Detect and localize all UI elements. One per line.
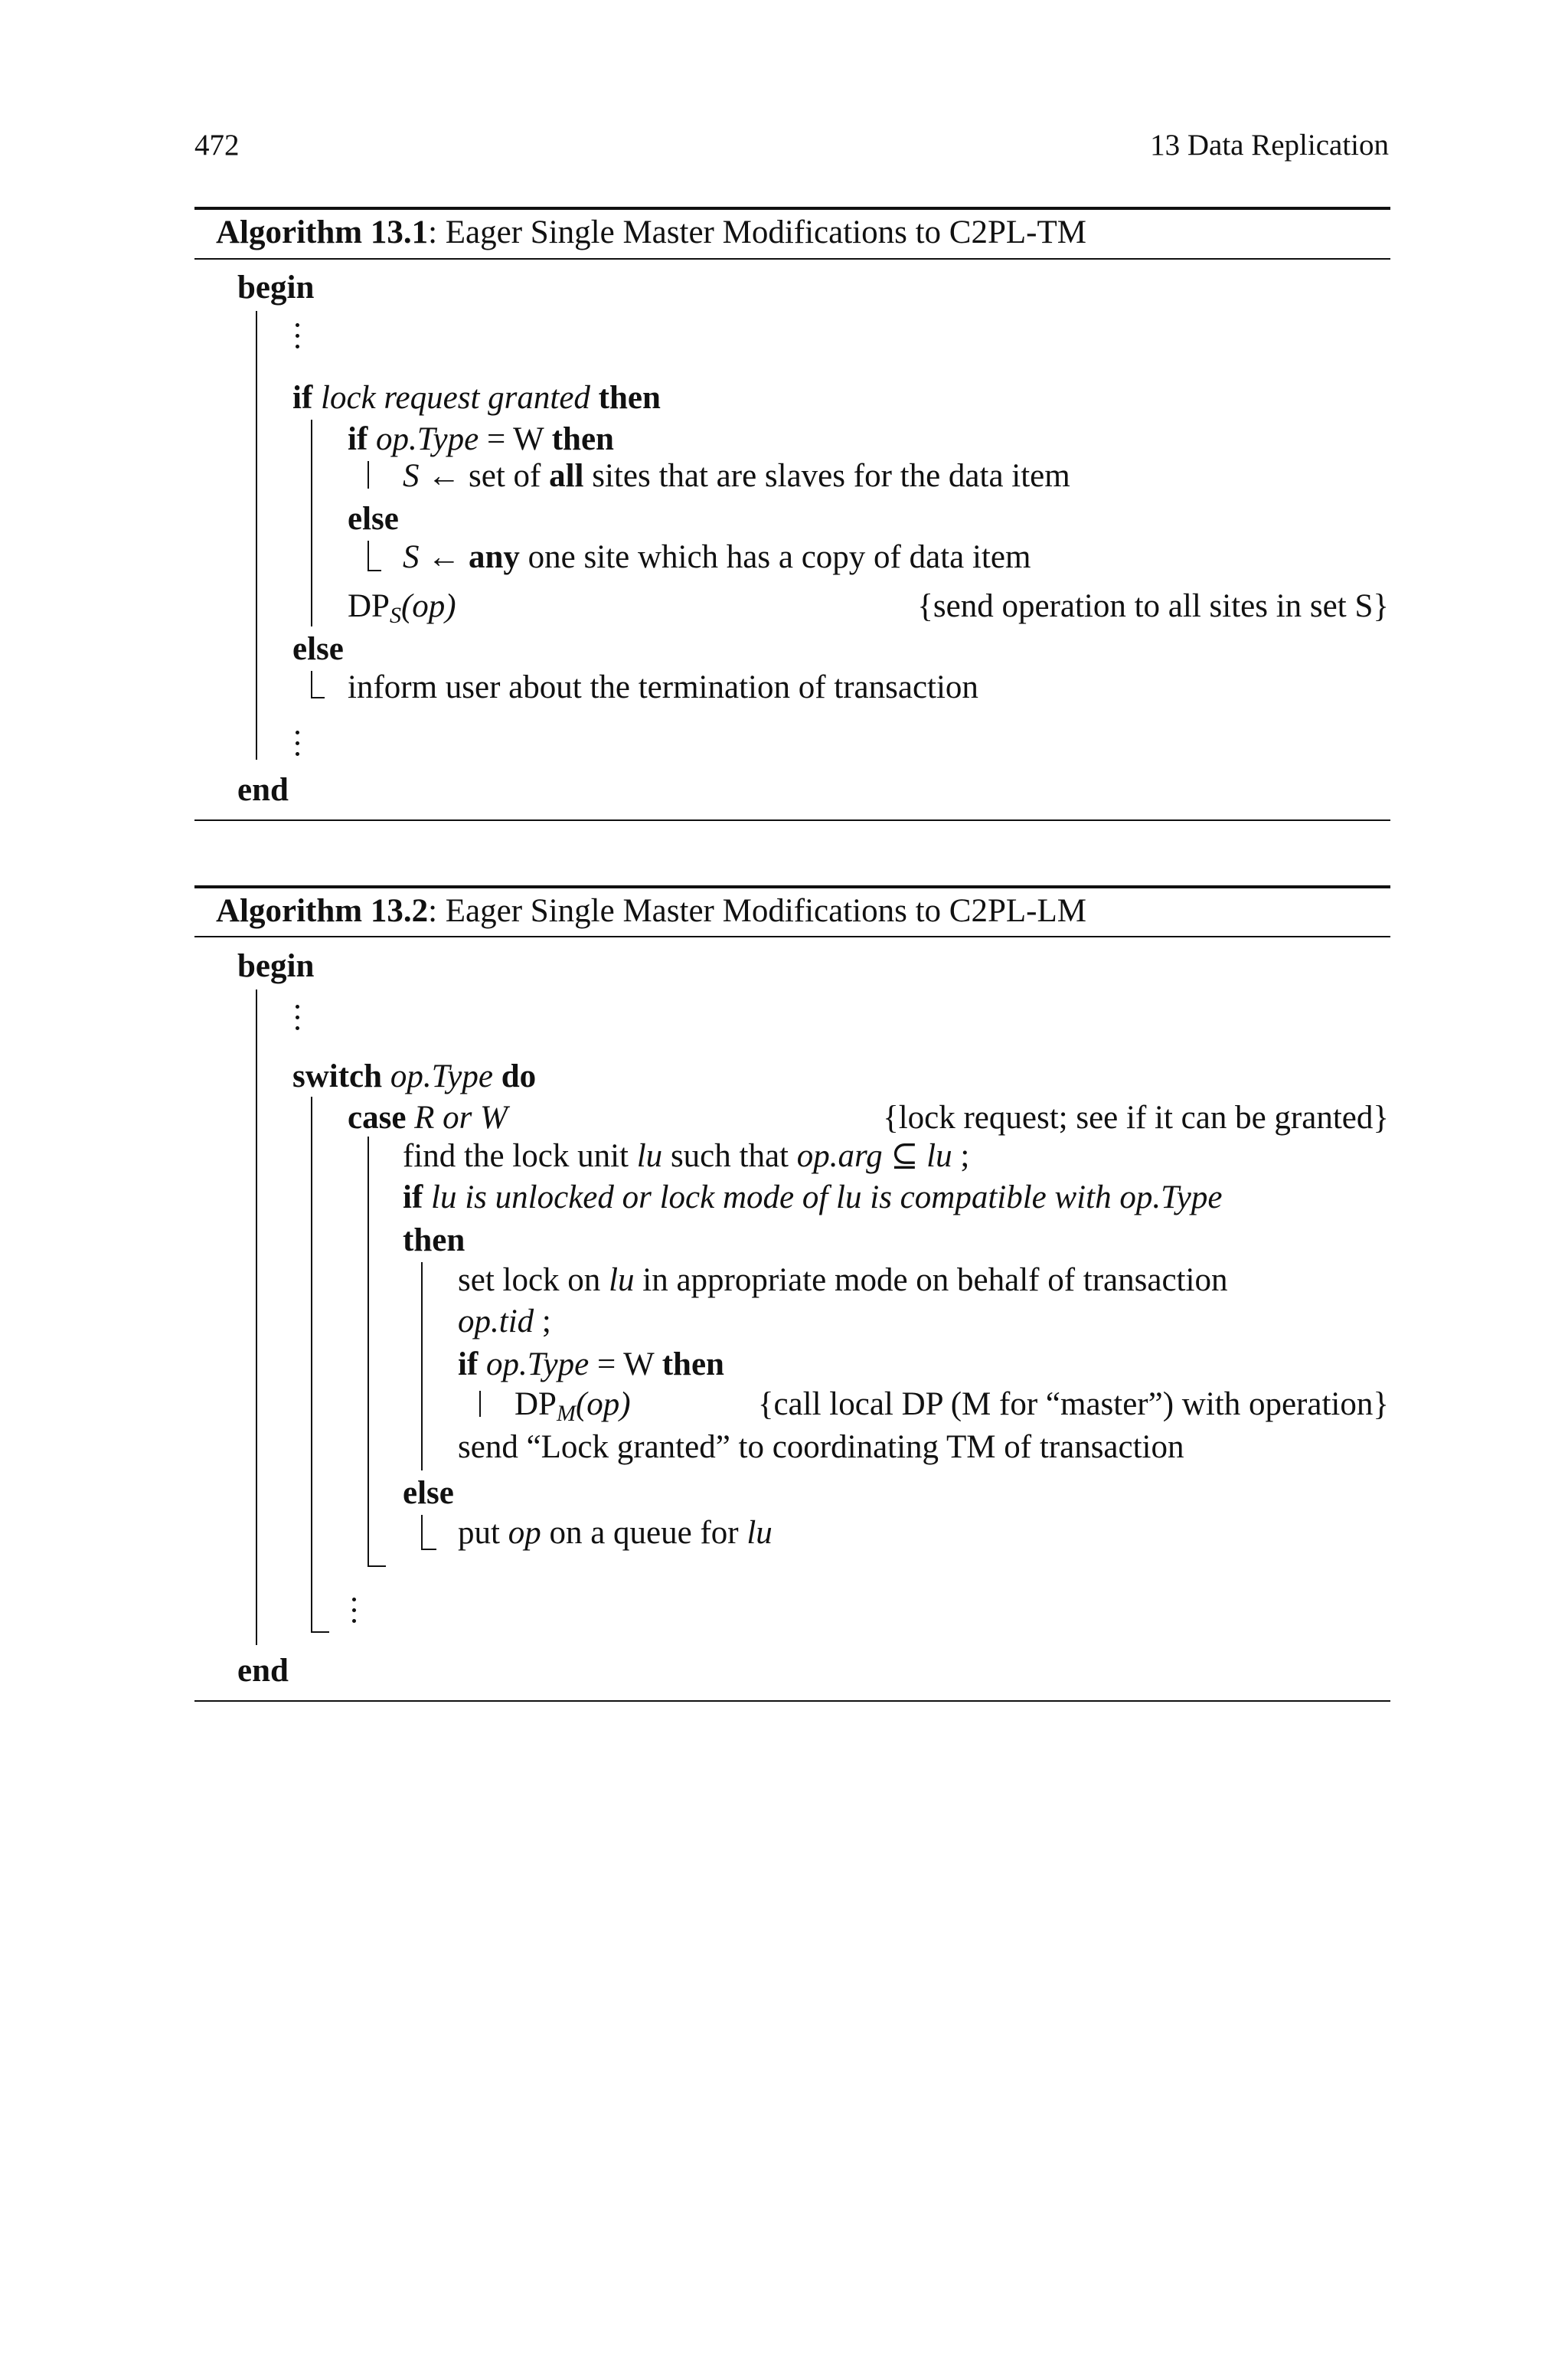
set-of-text: set of — [469, 458, 541, 494]
slaves-text: sites that are slaves for the data item — [592, 458, 1070, 494]
oparg-text: op.arg — [796, 1138, 883, 1174]
alg2-switch-foot — [311, 1631, 329, 1633]
lu-variable: lu — [636, 1138, 663, 1174]
alg1-end: end — [237, 772, 289, 808]
alg1-slaves-line — [403, 460, 1070, 492]
alg1-if-line — [292, 381, 661, 414]
lu-variable: lu — [609, 1262, 635, 1298]
alg1-if-bar — [311, 420, 312, 626]
alg2-case-bar — [368, 1137, 369, 1567]
alg2-optid-line — [458, 1305, 551, 1338]
dp-subscript: M — [556, 1401, 576, 1426]
alg2-then-bar — [421, 1262, 423, 1470]
running-head: 13 Data Replication — [1150, 129, 1389, 162]
alg2-else-foot — [421, 1549, 436, 1550]
alg2-ellipsis-top — [294, 1005, 302, 1037]
arrow-icon: ← — [427, 458, 461, 494]
alg2-switch-line — [292, 1060, 536, 1093]
alg2-set-lock-line — [458, 1264, 1227, 1297]
dp-text: DP — [514, 1386, 557, 1422]
alg2-if-unlocked-line — [403, 1181, 1222, 1214]
alg2-caption-title: : Eager Single Master Modifications to C2PL-LM — [428, 893, 1086, 929]
arrow-icon: ← — [427, 539, 461, 575]
if-keyword: if — [458, 1346, 479, 1382]
dp-argument: (op) — [575, 1386, 631, 1422]
alg1-caption — [216, 216, 1086, 249]
alg1-comment: {send operation to all sites in set S} — [917, 588, 1389, 624]
then-keyword: then — [662, 1346, 724, 1382]
alg2-bottom-rule — [194, 1700, 1390, 1702]
alg1-if-type-line — [348, 423, 614, 456]
alg2-caption — [216, 895, 1086, 927]
alg1-else-outer: else — [292, 631, 344, 667]
find-text: find the lock unit — [403, 1138, 629, 1174]
alg2-ellipsis-bottom — [351, 1598, 358, 1630]
alg2-caption-label: Algorithm 13.2 — [216, 893, 429, 929]
semicolon: ; — [960, 1138, 970, 1174]
put-text: put — [458, 1515, 500, 1551]
lu-variable: lu — [746, 1515, 773, 1551]
alg2-comment-lock: {lock request; see if it can be granted} — [883, 1100, 1389, 1136]
alg2-find-line — [403, 1140, 969, 1173]
optype-text: op.Type — [390, 1058, 493, 1094]
s-variable: S — [403, 458, 420, 494]
alg1-ellipsis-top — [294, 323, 302, 355]
then-keyword: then — [598, 380, 661, 416]
alg2-if-type-line — [458, 1348, 724, 1381]
alg2-dp-line — [514, 1388, 631, 1425]
alg1-then-bar — [368, 461, 369, 489]
all-keyword: all — [549, 458, 584, 494]
alg1-else-outer-bar — [311, 671, 312, 698]
dp-subscript: S — [389, 603, 401, 628]
page-number: 472 — [194, 129, 240, 162]
alg1-else-inner: else — [348, 501, 399, 537]
alg1-caption-rule — [194, 258, 1390, 260]
alg1-inform-line: inform user about the termination of transaction — [348, 669, 978, 705]
alg2-comment-call: {call local DP (M for “master”) with operation} — [757, 1386, 1389, 1422]
semicolon: ; — [541, 1303, 551, 1339]
do-keyword: do — [501, 1058, 537, 1094]
alg2-put-line — [458, 1516, 773, 1549]
set-lock-text: set lock on — [458, 1262, 601, 1298]
then-keyword: then — [551, 421, 614, 457]
alg2-begin-bar — [256, 989, 257, 1645]
alg2-begin: begin — [237, 948, 315, 984]
optype-text: op.Type — [376, 421, 479, 457]
alg2-dp-bar — [479, 1391, 481, 1417]
alg1-begin: begin — [237, 270, 315, 306]
alg2-case-line — [348, 1101, 508, 1134]
alg2-else: else — [403, 1475, 454, 1511]
alg1-bottom-rule — [194, 819, 1390, 821]
if-keyword: if — [348, 421, 368, 457]
s-variable: S — [403, 539, 420, 575]
alg2-case-foot — [368, 1565, 386, 1567]
alg2-send-line: send “Lock granted” to coordinating TM of transaction — [458, 1429, 1184, 1465]
alg1-top-rule — [194, 207, 1390, 210]
condition-text: lock request granted — [321, 380, 590, 416]
alg1-caption-label: Algorithm 13.1 — [216, 214, 429, 250]
alg2-caption-rule — [194, 936, 1390, 937]
alg1-ellipsis-bottom — [294, 731, 302, 763]
optid-text: op.tid — [458, 1303, 534, 1339]
alg2-switch-bar — [311, 1097, 312, 1633]
if-keyword: if — [292, 380, 313, 416]
dp-text: DP — [348, 588, 390, 624]
alg1-else-inner-bar — [368, 541, 369, 571]
equals-w-text: = W — [486, 421, 544, 457]
set-lock-rest-text: in appropriate mode on behalf of transaction — [642, 1262, 1228, 1298]
any-text: one site which has a copy of data item — [528, 539, 1031, 575]
equals-w-text: = W — [596, 1346, 654, 1382]
dp-argument: (op) — [400, 588, 456, 624]
queue-text: on a queue for — [549, 1515, 739, 1551]
alg1-dp-line — [348, 590, 456, 627]
alg1-begin-bar — [256, 311, 257, 760]
case-keyword: case — [348, 1100, 407, 1136]
alg1-any-line — [403, 541, 1031, 574]
if-keyword: if — [403, 1179, 423, 1215]
alg2-then: then — [403, 1222, 466, 1258]
such-that-text: such that — [670, 1138, 789, 1174]
unlocked-condition: lu is unlocked or lock mode of lu is compatible with op.Type — [431, 1179, 1223, 1215]
subseteq-symbol: ⊆ — [890, 1138, 919, 1174]
case-value: R or W — [414, 1100, 508, 1136]
alg2-else-bar — [421, 1515, 423, 1550]
alg2-end: end — [237, 1653, 289, 1689]
any-keyword: any — [469, 539, 520, 575]
lu-variable: lu — [926, 1138, 952, 1174]
optype-text: op.Type — [486, 1346, 590, 1382]
alg1-else-inner-foot — [368, 570, 381, 571]
alg1-else-outer-foot — [311, 697, 325, 698]
switch-keyword: switch — [292, 1058, 383, 1094]
op-variable: op — [508, 1515, 541, 1551]
alg2-top-rule — [194, 885, 1390, 888]
alg1-caption-title: : Eager Single Master Modifications to C2PL-TM — [428, 214, 1086, 250]
